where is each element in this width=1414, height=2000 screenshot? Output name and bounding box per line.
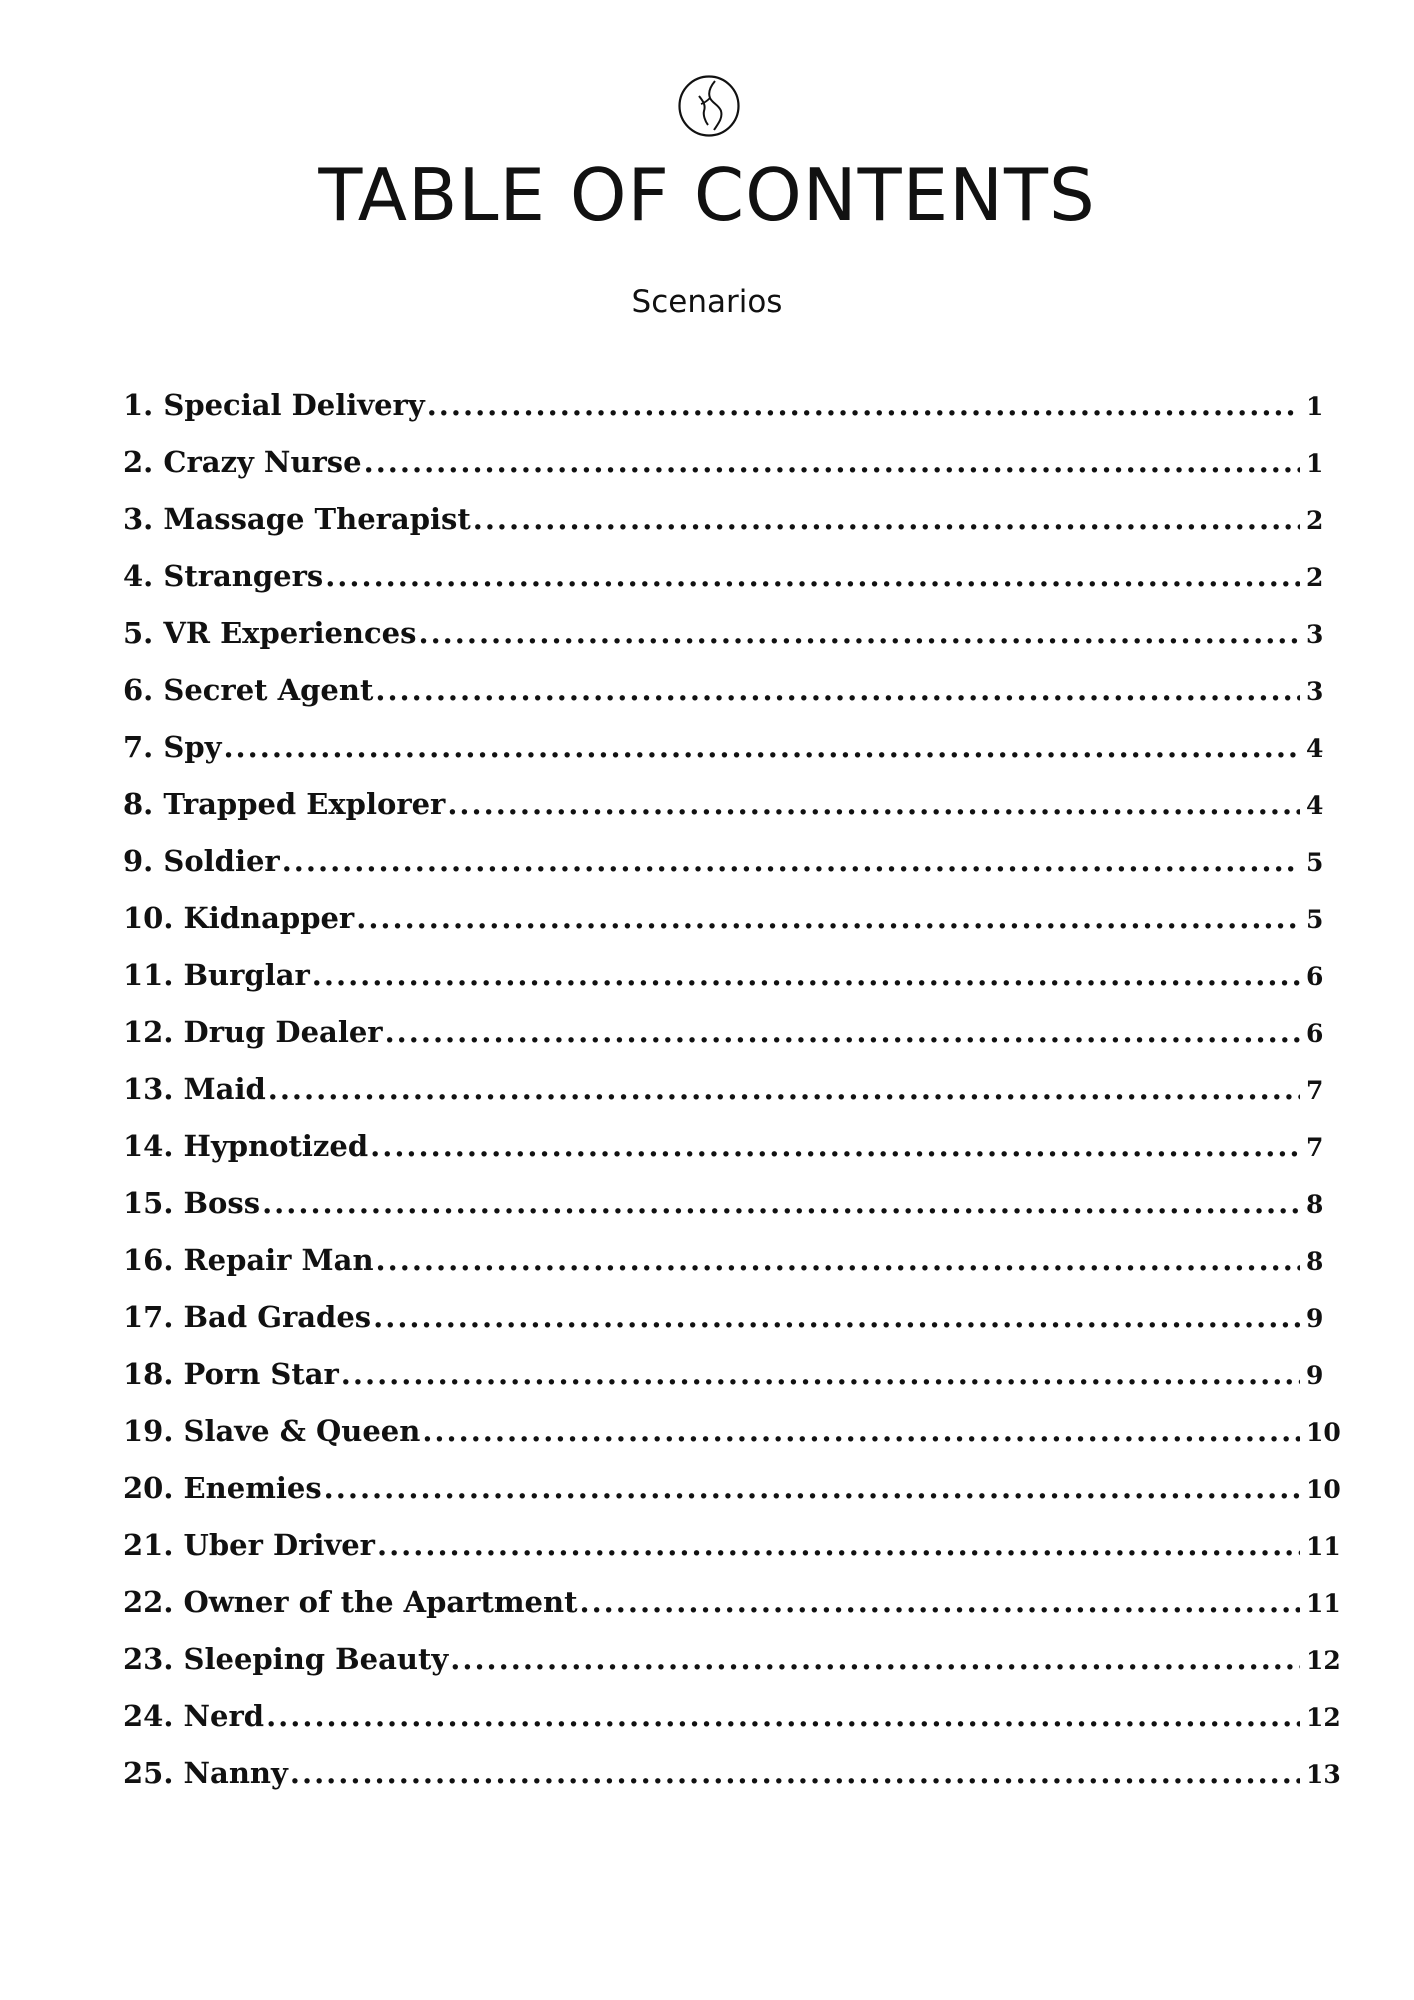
toc-entry[interactable] xyxy=(123,950,1348,1007)
toc-entry-title: 2. Crazy Nurse xyxy=(123,445,362,479)
toc-entry-page-number: 6 xyxy=(1306,962,1324,991)
toc-entry-page-number: 13 xyxy=(1306,1760,1341,1789)
toc-entry-page-number: 7 xyxy=(1306,1076,1324,1105)
toc-entry-page-number: 11 xyxy=(1306,1589,1341,1618)
dot-leader xyxy=(418,608,1300,658)
toc-entry-title: 15. Boss xyxy=(123,1186,261,1220)
toc-entry-title: 11. Burglar xyxy=(123,958,310,992)
page-title: TABLE OF CONTENTS xyxy=(318,153,1096,237)
dot-leader xyxy=(282,836,1300,886)
toc-entry[interactable] xyxy=(123,1178,1348,1235)
dot-leader xyxy=(370,1121,1300,1171)
toc-entry-title: 1. Special Delivery xyxy=(123,388,425,422)
toc-entry-title: 25. Nanny xyxy=(123,1756,288,1790)
toc-entry[interactable] xyxy=(123,608,1348,665)
toc-entry-page-number: 10 xyxy=(1306,1418,1341,1447)
dot-leader xyxy=(579,1577,1300,1627)
toc-entry-title: 24. Nerd xyxy=(123,1699,265,1733)
toc-entry-title: 18. Porn Star xyxy=(123,1357,339,1391)
toc-entry[interactable] xyxy=(123,722,1348,779)
toc-entry-page-number: 11 xyxy=(1306,1532,1341,1561)
toc-entry-title: 16. Repair Man xyxy=(123,1243,374,1277)
toc-entry[interactable] xyxy=(123,1463,1348,1520)
toc-entry-title: 3. Massage Therapist xyxy=(123,502,471,536)
toc-entry[interactable] xyxy=(123,1007,1348,1064)
toc-entry[interactable] xyxy=(123,380,1348,437)
page-subtitle: Scenarios xyxy=(631,284,783,320)
toc-entry-title: 22. Owner of the Apartment xyxy=(123,1585,578,1619)
toc-entry-page-number: 12 xyxy=(1306,1703,1341,1732)
toc-entry-title: 23. Sleeping Beauty xyxy=(123,1642,449,1676)
toc-entry-page-number: 7 xyxy=(1306,1133,1324,1162)
toc-entry-page-number: 8 xyxy=(1306,1190,1324,1219)
toc-entry[interactable] xyxy=(123,1748,1348,1805)
toc-entry[interactable] xyxy=(123,494,1348,551)
toc-entry-title: 17. Bad Grades xyxy=(123,1300,372,1334)
toc-entry[interactable] xyxy=(123,551,1348,608)
dot-leader xyxy=(324,1463,1300,1513)
toc-entry-title: 7. Spy xyxy=(123,730,222,764)
dot-leader xyxy=(341,1349,1300,1399)
dot-leader xyxy=(422,1406,1300,1456)
dot-leader xyxy=(377,1520,1300,1570)
toc-entry[interactable] xyxy=(123,893,1348,950)
dot-leader xyxy=(268,1064,1300,1114)
toc-entry[interactable] xyxy=(123,1349,1348,1406)
dot-leader xyxy=(325,551,1300,601)
toc-entry[interactable] xyxy=(123,836,1348,893)
toc-entry[interactable] xyxy=(123,1634,1348,1691)
dot-leader xyxy=(290,1748,1300,1798)
table-of-contents xyxy=(123,380,1348,1805)
dot-leader xyxy=(473,494,1300,544)
toc-entry[interactable] xyxy=(123,1292,1348,1349)
dot-leader xyxy=(447,779,1300,829)
toc-entry-title: 5. VR Experiences xyxy=(123,616,417,650)
toc-entry-page-number: 2 xyxy=(1306,563,1324,592)
toc-entry-page-number: 3 xyxy=(1306,620,1324,649)
dot-leader xyxy=(356,893,1300,943)
toc-entry-title: 21. Uber Driver xyxy=(123,1528,375,1562)
toc-entry[interactable] xyxy=(123,1121,1348,1178)
toc-entry-title: 20. Enemies xyxy=(123,1471,322,1505)
toc-entry-page-number: 8 xyxy=(1306,1247,1324,1276)
dot-leader xyxy=(262,1178,1300,1228)
toc-entry-page-number: 5 xyxy=(1306,848,1324,877)
dot-leader xyxy=(427,380,1300,430)
dot-leader xyxy=(266,1691,1300,1741)
toc-entry-title: 6. Secret Agent xyxy=(123,673,374,707)
toc-entry[interactable] xyxy=(123,1520,1348,1577)
toc-entry-page-number: 4 xyxy=(1306,791,1324,820)
dot-leader xyxy=(376,1235,1300,1285)
toc-entry-title: 12. Drug Dealer xyxy=(123,1015,383,1049)
toc-entry-title: 19. Slave & Queen xyxy=(123,1414,421,1448)
dot-leader xyxy=(312,950,1300,1000)
toc-entry[interactable] xyxy=(123,1235,1348,1292)
toc-entry[interactable] xyxy=(123,1064,1348,1121)
dot-leader xyxy=(364,437,1300,487)
toc-entry-page-number: 1 xyxy=(1306,449,1324,478)
toc-entry-page-number: 1 xyxy=(1306,392,1324,421)
dot-leader xyxy=(373,1292,1300,1342)
dot-leader xyxy=(450,1634,1300,1684)
toc-entry-title: 10. Kidnapper xyxy=(123,901,355,935)
toc-entry-title: 4. Strangers xyxy=(123,559,324,593)
dot-leader xyxy=(375,665,1300,715)
toc-entry-page-number: 3 xyxy=(1306,677,1324,706)
toc-entry-title: 13. Maid xyxy=(123,1072,266,1106)
circle-silhouette-logo-icon xyxy=(677,74,741,138)
toc-entry[interactable] xyxy=(123,1406,1348,1463)
toc-entry[interactable] xyxy=(123,1691,1348,1748)
toc-entry[interactable] xyxy=(123,1577,1348,1634)
toc-entry-title: 9. Soldier xyxy=(123,844,280,878)
toc-entry-page-number: 6 xyxy=(1306,1019,1324,1048)
dot-leader xyxy=(385,1007,1300,1057)
dot-leader xyxy=(223,722,1300,772)
toc-entry[interactable] xyxy=(123,665,1348,722)
toc-entry-title: 8. Trapped Explorer xyxy=(123,787,446,821)
toc-entry-page-number: 10 xyxy=(1306,1475,1341,1504)
toc-entry-page-number: 2 xyxy=(1306,506,1324,535)
toc-entry[interactable] xyxy=(123,437,1348,494)
toc-entry-page-number: 5 xyxy=(1306,905,1324,934)
toc-entry-page-number: 12 xyxy=(1306,1646,1341,1675)
toc-entry-page-number: 4 xyxy=(1306,734,1324,763)
toc-entry-title: 14. Hypnotized xyxy=(123,1129,369,1163)
toc-entry-page-number: 9 xyxy=(1306,1304,1324,1333)
toc-entry[interactable] xyxy=(123,779,1348,836)
toc-entry-page-number: 9 xyxy=(1306,1361,1324,1390)
